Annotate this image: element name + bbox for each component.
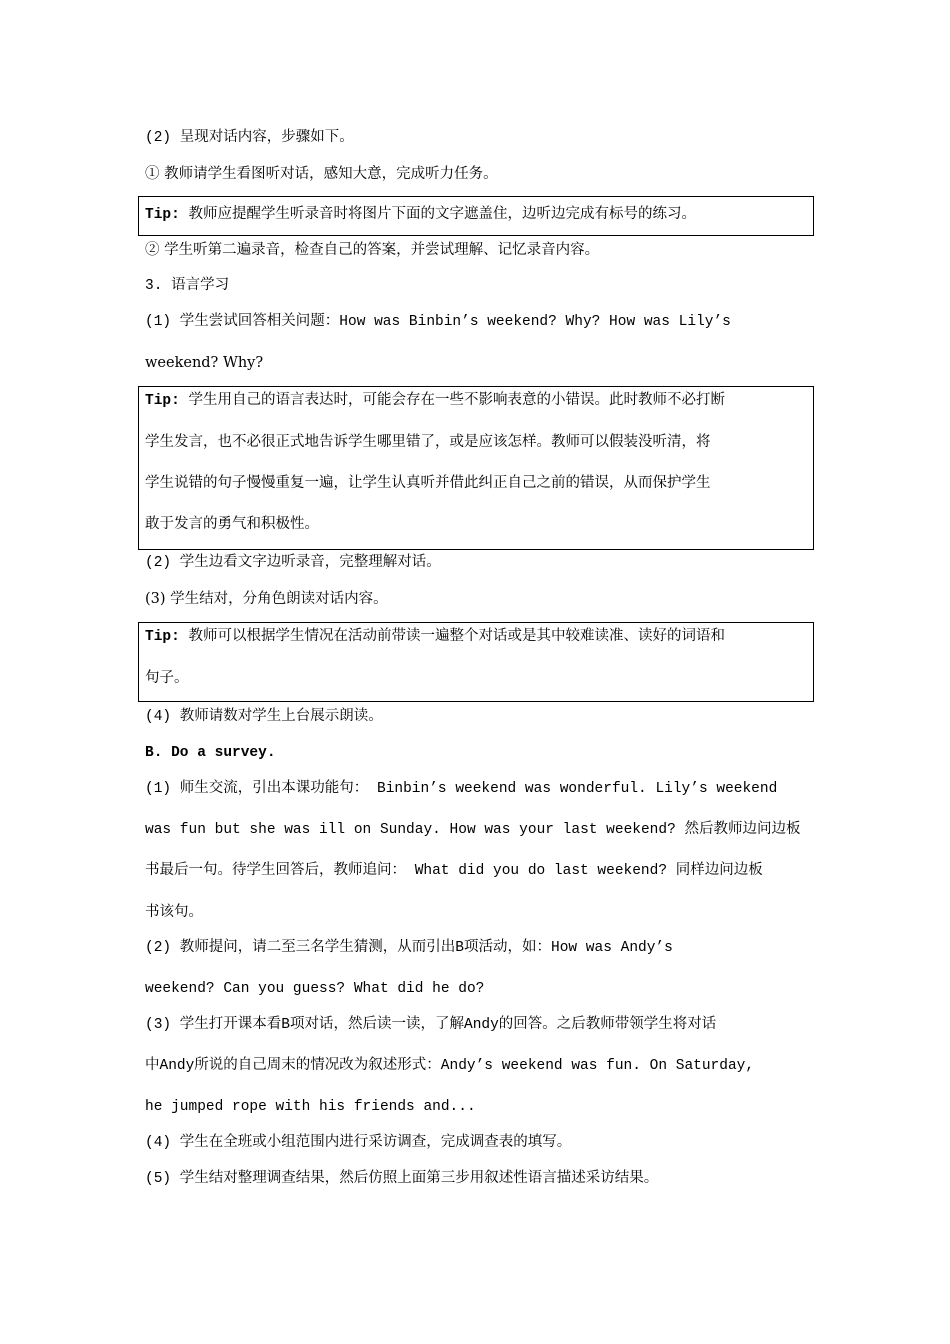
section-b-item-3-line-1: (3) 学生打开课本看B项对话，然后读一读，了解Andy的回答。之后教师带领学生将对话 [145, 1017, 717, 1033]
tip-box-3 [138, 622, 814, 702]
step-2-heading: (2) 呈现对话内容，步骤如下。 [145, 130, 354, 146]
tip-label: Tip: [145, 207, 180, 223]
section-b-item-1-line-2: was fun but she was ill on Sunday. How was your last weekend? 然后教师边问边板 [145, 822, 801, 838]
section-3-item-1-line-1: (1) 学生尝试回答相关问题：How was Binbin’s weekend? Why? How was Lily’s [145, 314, 731, 330]
tip-1-body: 教师应提醒学生听录音时将图片下面的文字遮盖住，边听边完成有标号的练习。 [179, 207, 697, 223]
section-b-item-4: (4) 学生在全班或小组范围内进行采访调查，完成调查表的填写。 [145, 1135, 572, 1151]
section-b-item-3-line-2: 中Andy所说的自己周末的情况改为叙述形式：Andy’s weekend was fun. On Saturday, [145, 1058, 755, 1074]
section-b-item-1-line-1: (1) 师生交流，引出本课功能句： Binbin’s weekend was wonderful. Lily’s weekend [145, 781, 778, 797]
section-b-item-3-line-3: he jumped rope with his friends and... [145, 1099, 476, 1115]
section-3-heading: 3. 语言学习 [145, 278, 230, 294]
step-2-item-1: ① 教师请学生看图听对话，感知大意，完成听力任务。 [145, 166, 498, 182]
tip-2-line-2: 学生发言，也不必很正式地告诉学生哪里错了，或是应该怎样。教师可以假装没听清，将 [145, 434, 711, 450]
section-b-item-5: (5) 学生结对整理调查结果，然后仿照上面第三步用叙述性语言描述采访结果。 [145, 1171, 659, 1187]
section-b-item-1-line-4: 书该句。 [145, 904, 203, 920]
section-3-item-3: (3) 学生结对，分角色朗读对话内容。 [145, 591, 388, 607]
section-3-item-4: (4) 教师请数对学生上台展示朗读。 [145, 709, 383, 725]
tip-1-text [145, 205, 696, 225]
tip-2-line-3: 学生说错的句子慢慢重复一遍，让学生认真听并借此纠正自己之前的错误，从而保护学生 [145, 475, 711, 491]
tip-box-1 [138, 196, 814, 236]
section-b-item-2-line-1: (2) 教师提问，请二至三名学生猜测，从而引出B项活动，如：How was Andy’s [145, 940, 673, 956]
tip-label: Tip: [145, 629, 180, 645]
section-b-heading: B. Do a survey. [145, 745, 276, 761]
tip-3-line-1: Tip: 教师可以根据学生情况在活动前带读一遍整个对话或是其中较难读准、读好的词语和 [145, 629, 726, 645]
section-b-item-1-line-3: 书最后一句。待学生回答后，教师追问： What did you do last weekend? 同样边问边板 [145, 863, 763, 879]
tip-label: Tip: [145, 393, 180, 409]
step-2-item-2: ② 学生听第二遍录音，检查自己的答案，并尝试理解、记忆录音内容。 [145, 242, 600, 258]
section-3-item-1-line-2: weekend? Why? [145, 355, 264, 371]
tip-2-line-4: 敢于发言的勇气和积极性。 [145, 516, 319, 532]
section-3-item-2: (2) 学生边看文字边听录音，完整理解对话。 [145, 555, 441, 571]
section-b-item-2-line-2: weekend? Can you guess? What did he do? [145, 981, 485, 997]
tip-box-2 [138, 386, 814, 550]
tip-3-line-2: 句子。 [145, 670, 189, 686]
tip-2-line-1: Tip: 学生用自己的语言表达时，可能会存在一些不影响表意的小错误。此时教师不必打断 [145, 393, 726, 409]
